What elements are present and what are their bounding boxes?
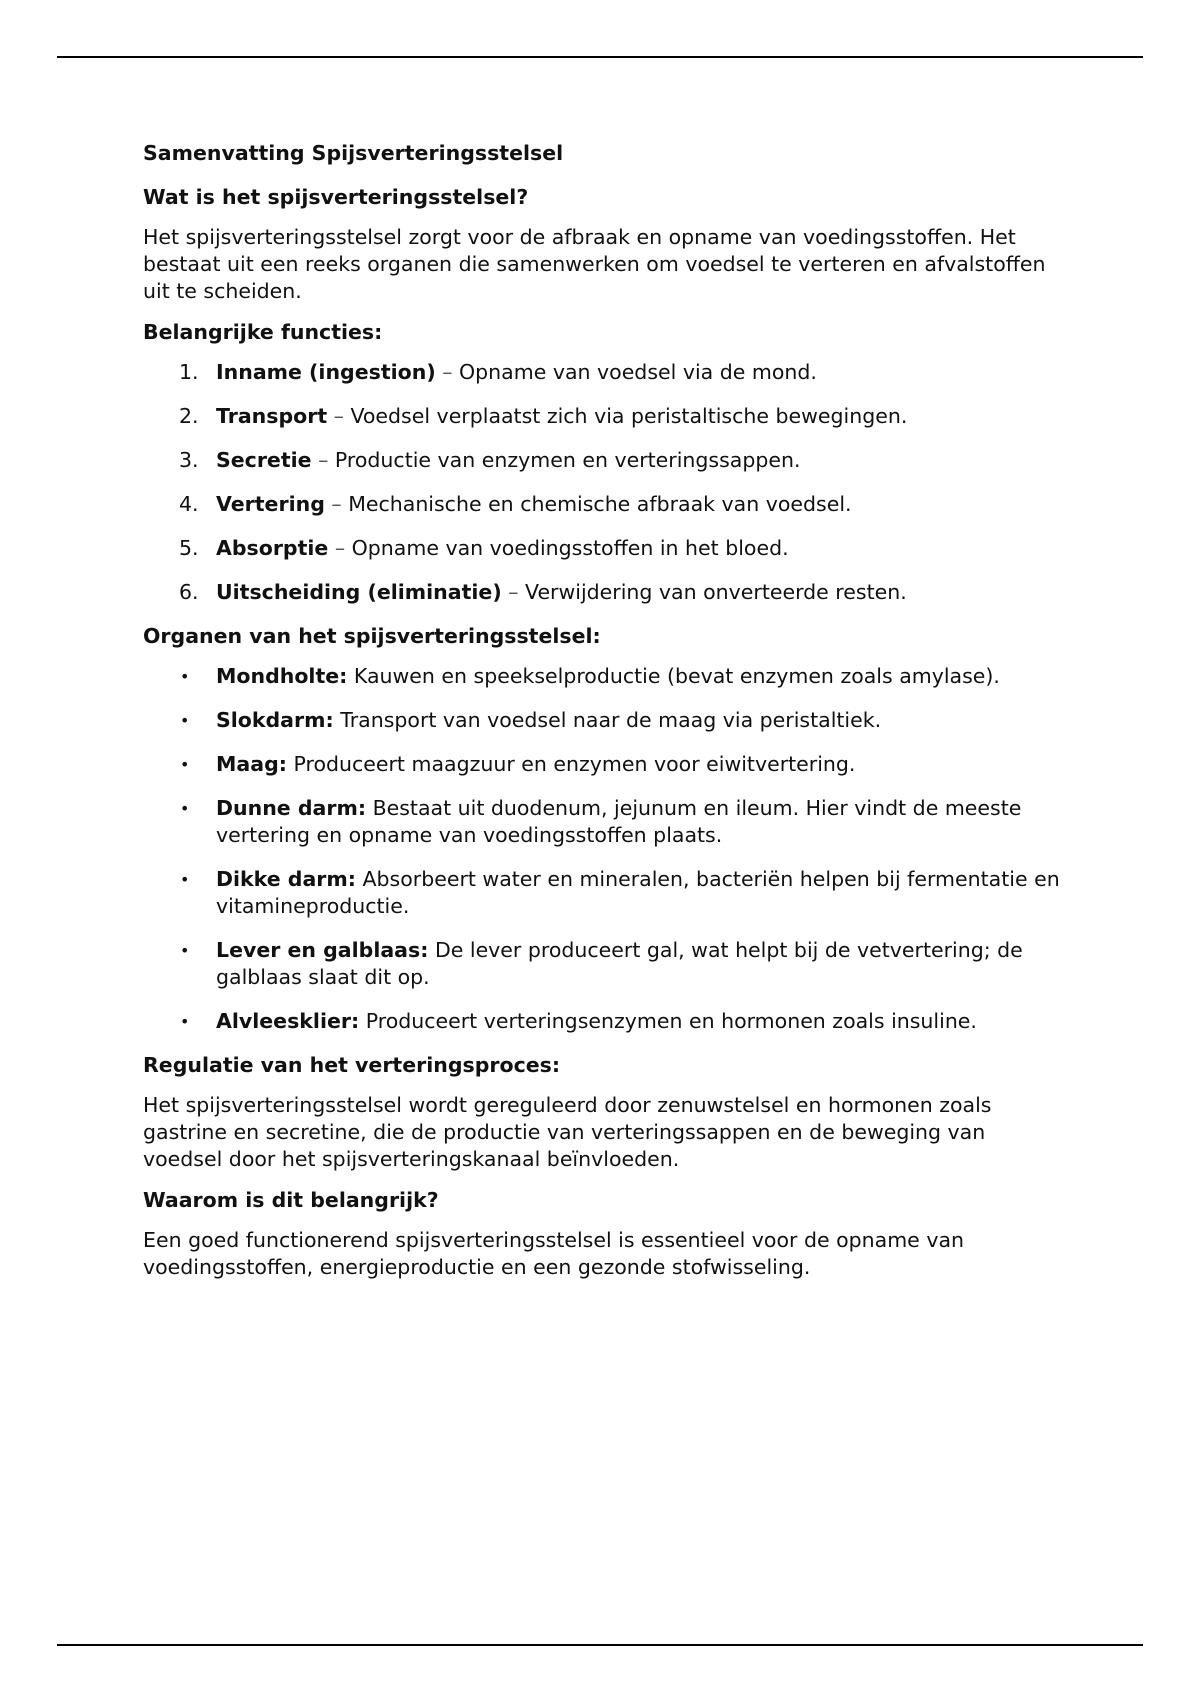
separator: – <box>508 580 519 604</box>
bullet-icon: • <box>180 755 190 774</box>
organ-desc: Absorbeert water en mineralen, bacteriën helpen bij fermentatie en vitamineproductie. <box>216 867 1060 918</box>
function-desc: Productie van enzymen en verteringssappen. <box>334 448 801 472</box>
bottom-rule <box>57 1644 1143 1646</box>
organ-desc: Produceert maagzuur en enzymen voor eiwitvertering. <box>293 752 856 776</box>
importance-heading: Waarom is dit belangrijk? <box>143 1188 439 1212</box>
function-term: Uitscheiding (eliminatie) <box>216 580 502 604</box>
organ-term: Lever en galblaas: <box>216 938 429 962</box>
organ-term: Maag: <box>216 752 287 776</box>
organ-desc: Produceert verteringsenzymen en hormonen zoals insuline. <box>365 1009 977 1033</box>
intro-heading: Wat is het spijsverteringsstelsel? <box>143 185 529 209</box>
organ-term: Dunne darm: <box>216 796 367 820</box>
organ-item <box>143 795 1063 849</box>
separator: – <box>318 448 329 472</box>
function-item <box>143 447 1063 474</box>
function-term: Vertering <box>216 492 325 516</box>
list-number: 1. <box>179 360 199 384</box>
separator: – <box>331 492 342 516</box>
organ-item <box>143 937 1063 991</box>
function-desc: Opname van voedingsstoffen in het bloed. <box>351 536 789 560</box>
intro-text: Het spijsverteringsstelsel zorgt voor de afbraak en opname van voedingsstoffen. Het bestaat uit een reeks organen die samenwerken om voedsel te verteren en afvalstoffen uit te scheiden. <box>143 225 1046 303</box>
function-desc: Mechanische en chemische afbraak van voedsel. <box>348 492 852 516</box>
organ-desc: Kauwen en speekselproductie (bevat enzymen zoals amylase). <box>353 664 1000 688</box>
function-item <box>143 403 1063 430</box>
functions-heading: Belangrijke functies: <box>143 320 383 344</box>
function-term: Transport <box>216 404 328 428</box>
function-desc: Voedsel verplaatst zich via peristaltische bewegingen. <box>350 404 908 428</box>
regulation-text: Het spijsverteringsstelsel wordt gereguleerd door zenuwstelsel en hormonen zoals gastrine en secretine, die de productie van verteringssappen en de beweging van voedsel door het spijsverteringskanaal beïnvloeden. <box>143 1093 992 1171</box>
organs-list <box>143 663 1063 1035</box>
functions-list <box>143 359 1063 606</box>
list-number: 4. <box>179 492 199 516</box>
bullet-icon: • <box>180 870 190 889</box>
bullet-icon: • <box>180 667 190 686</box>
organ-term: Alvleesklier: <box>216 1009 360 1033</box>
organ-desc: Transport van voedsel naar de maag via peristaltiek. <box>340 708 882 732</box>
bullet-icon: • <box>180 711 190 730</box>
list-number: 3. <box>179 448 199 472</box>
top-rule <box>57 56 1143 58</box>
organ-term: Mondholte: <box>216 664 348 688</box>
list-number: 2. <box>179 404 199 428</box>
function-desc: Opname van voedsel via de mond. <box>459 360 817 384</box>
importance-text: Een goed functionerend spijsverteringsstelsel is essentieel voor de opname van voedingsstoffen, energieproductie en een gezonde stofwisseling. <box>143 1228 965 1279</box>
list-number: 6. <box>179 580 199 604</box>
document-body <box>143 140 1063 1295</box>
list-number: 5. <box>179 536 199 560</box>
organ-term: Slokdarm: <box>216 708 334 732</box>
function-desc: Verwijdering van onverteerde resten. <box>525 580 907 604</box>
separator: – <box>333 404 344 428</box>
organ-item <box>143 1008 1063 1035</box>
organ-item <box>143 663 1063 690</box>
bullet-icon: • <box>180 1012 190 1031</box>
function-term: Absorptie <box>216 536 329 560</box>
organ-desc: Bestaat uit duodenum, jejunum en ileum. Hier vindt de meeste vertering en opname van voedingsstoffen plaats. <box>216 796 1022 847</box>
organ-item <box>143 866 1063 920</box>
function-term: Secretie <box>216 448 312 472</box>
function-item <box>143 535 1063 562</box>
function-item <box>143 359 1063 386</box>
separator: – <box>442 360 453 384</box>
organ-term: Dikke darm: <box>216 867 356 891</box>
function-item <box>143 579 1063 606</box>
bullet-icon: • <box>180 799 190 818</box>
regulation-heading: Regulatie van het verteringsproces: <box>143 1053 561 1077</box>
organ-desc: De lever produceert gal, wat helpt bij de vetvertering; de galblaas slaat dit op. <box>216 938 1023 989</box>
separator: – <box>334 536 346 560</box>
organ-item <box>143 707 1063 734</box>
document-title: Samenvatting Spijsverteringsstelsel <box>143 141 564 165</box>
organ-item <box>143 751 1063 778</box>
bullet-icon: • <box>180 941 190 960</box>
organs-heading: Organen van het spijsverteringsstelsel: <box>143 624 601 648</box>
function-item <box>143 491 1063 518</box>
function-term: Inname (ingestion) <box>216 360 436 384</box>
